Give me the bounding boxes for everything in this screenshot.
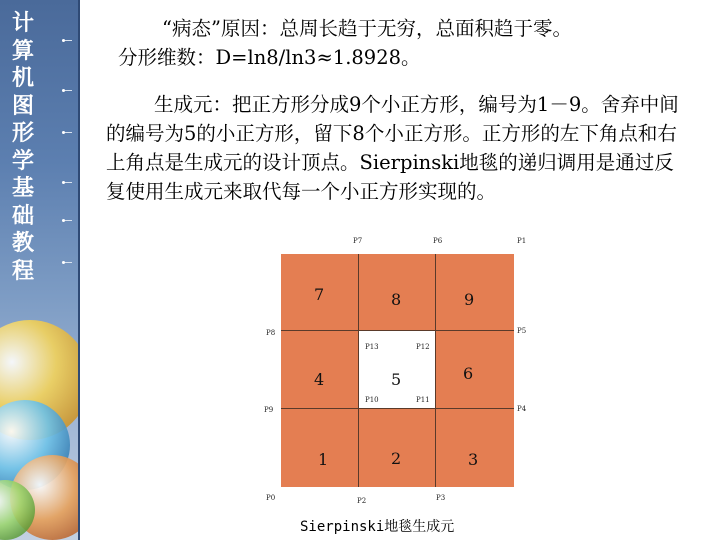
course-title-char: 程 <box>11 258 34 284</box>
square-number: 4 <box>314 370 325 389</box>
point-label: P4 <box>517 405 527 413</box>
point-label: P0 <box>266 494 276 502</box>
square-number: 2 <box>391 449 402 468</box>
square-number: 6 <box>463 364 474 383</box>
point-label: P6 <box>433 237 443 245</box>
course-title-char: 基 <box>11 176 34 201</box>
sidebar-bullet <box>62 38 72 44</box>
point-label: P3 <box>436 494 446 502</box>
sidebar-bullet <box>62 218 72 224</box>
grid-line <box>435 254 436 487</box>
sidebar-edge <box>78 0 80 540</box>
point-label: P8 <box>266 329 276 337</box>
point-label: P2 <box>357 497 367 505</box>
point-label: P10 <box>365 396 379 404</box>
point-label: P9 <box>264 406 274 414</box>
point-label: P5 <box>517 327 527 335</box>
fractal-dimension-line: 分形维数：D=ln8/ln3≈1.8928。 <box>118 46 421 69</box>
point-label: P7 <box>353 237 363 245</box>
morbid-cause-line: “病态”原因：总周长趋于无穷，总面积趋于零。 <box>162 17 572 40</box>
square-number: 8 <box>391 290 402 309</box>
sidebar-bullet <box>62 260 72 266</box>
grid-line <box>281 408 514 409</box>
point-label: P1 <box>517 237 527 245</box>
course-title-char: 机 <box>11 66 34 91</box>
course-title-char: 计 <box>11 11 34 36</box>
sidebar-bullet <box>62 130 72 136</box>
point-label: P12 <box>416 343 430 351</box>
sidebar-bullet <box>62 180 72 186</box>
course-title-char: 形 <box>11 121 34 146</box>
figure-caption: Sierpinski地毯生成元 <box>300 519 455 535</box>
square-number: 3 <box>468 450 479 469</box>
course-title <box>10 10 36 285</box>
sidebar <box>0 0 80 540</box>
square-number: 5 <box>391 370 402 389</box>
point-label: P13 <box>365 343 379 351</box>
square-number: 1 <box>318 450 329 469</box>
point-label: P11 <box>416 396 430 404</box>
square-number: 9 <box>464 290 475 309</box>
generator-paragraph: 生成元：把正方形分成9个小正方形，编号为1－9。舍弃中间的编号为5的小正方形，留下8个小正方形。正方形的左下角点和右上角点是生成元的设计顶点。Sierpinski地毯的递归调用是通过反复使用生成元来取代每一个小正方形实现的。 <box>106 93 679 203</box>
course-title-char: 教 <box>11 231 34 256</box>
course-title-char: 学 <box>11 148 34 174</box>
sidebar-bullet <box>62 88 72 94</box>
square-number: 7 <box>314 285 325 304</box>
course-title-char: 图 <box>11 93 34 119</box>
course-title-char: 础 <box>11 203 34 229</box>
course-title-char: 算 <box>11 38 34 64</box>
morbid-cause-paragraph <box>118 14 678 72</box>
